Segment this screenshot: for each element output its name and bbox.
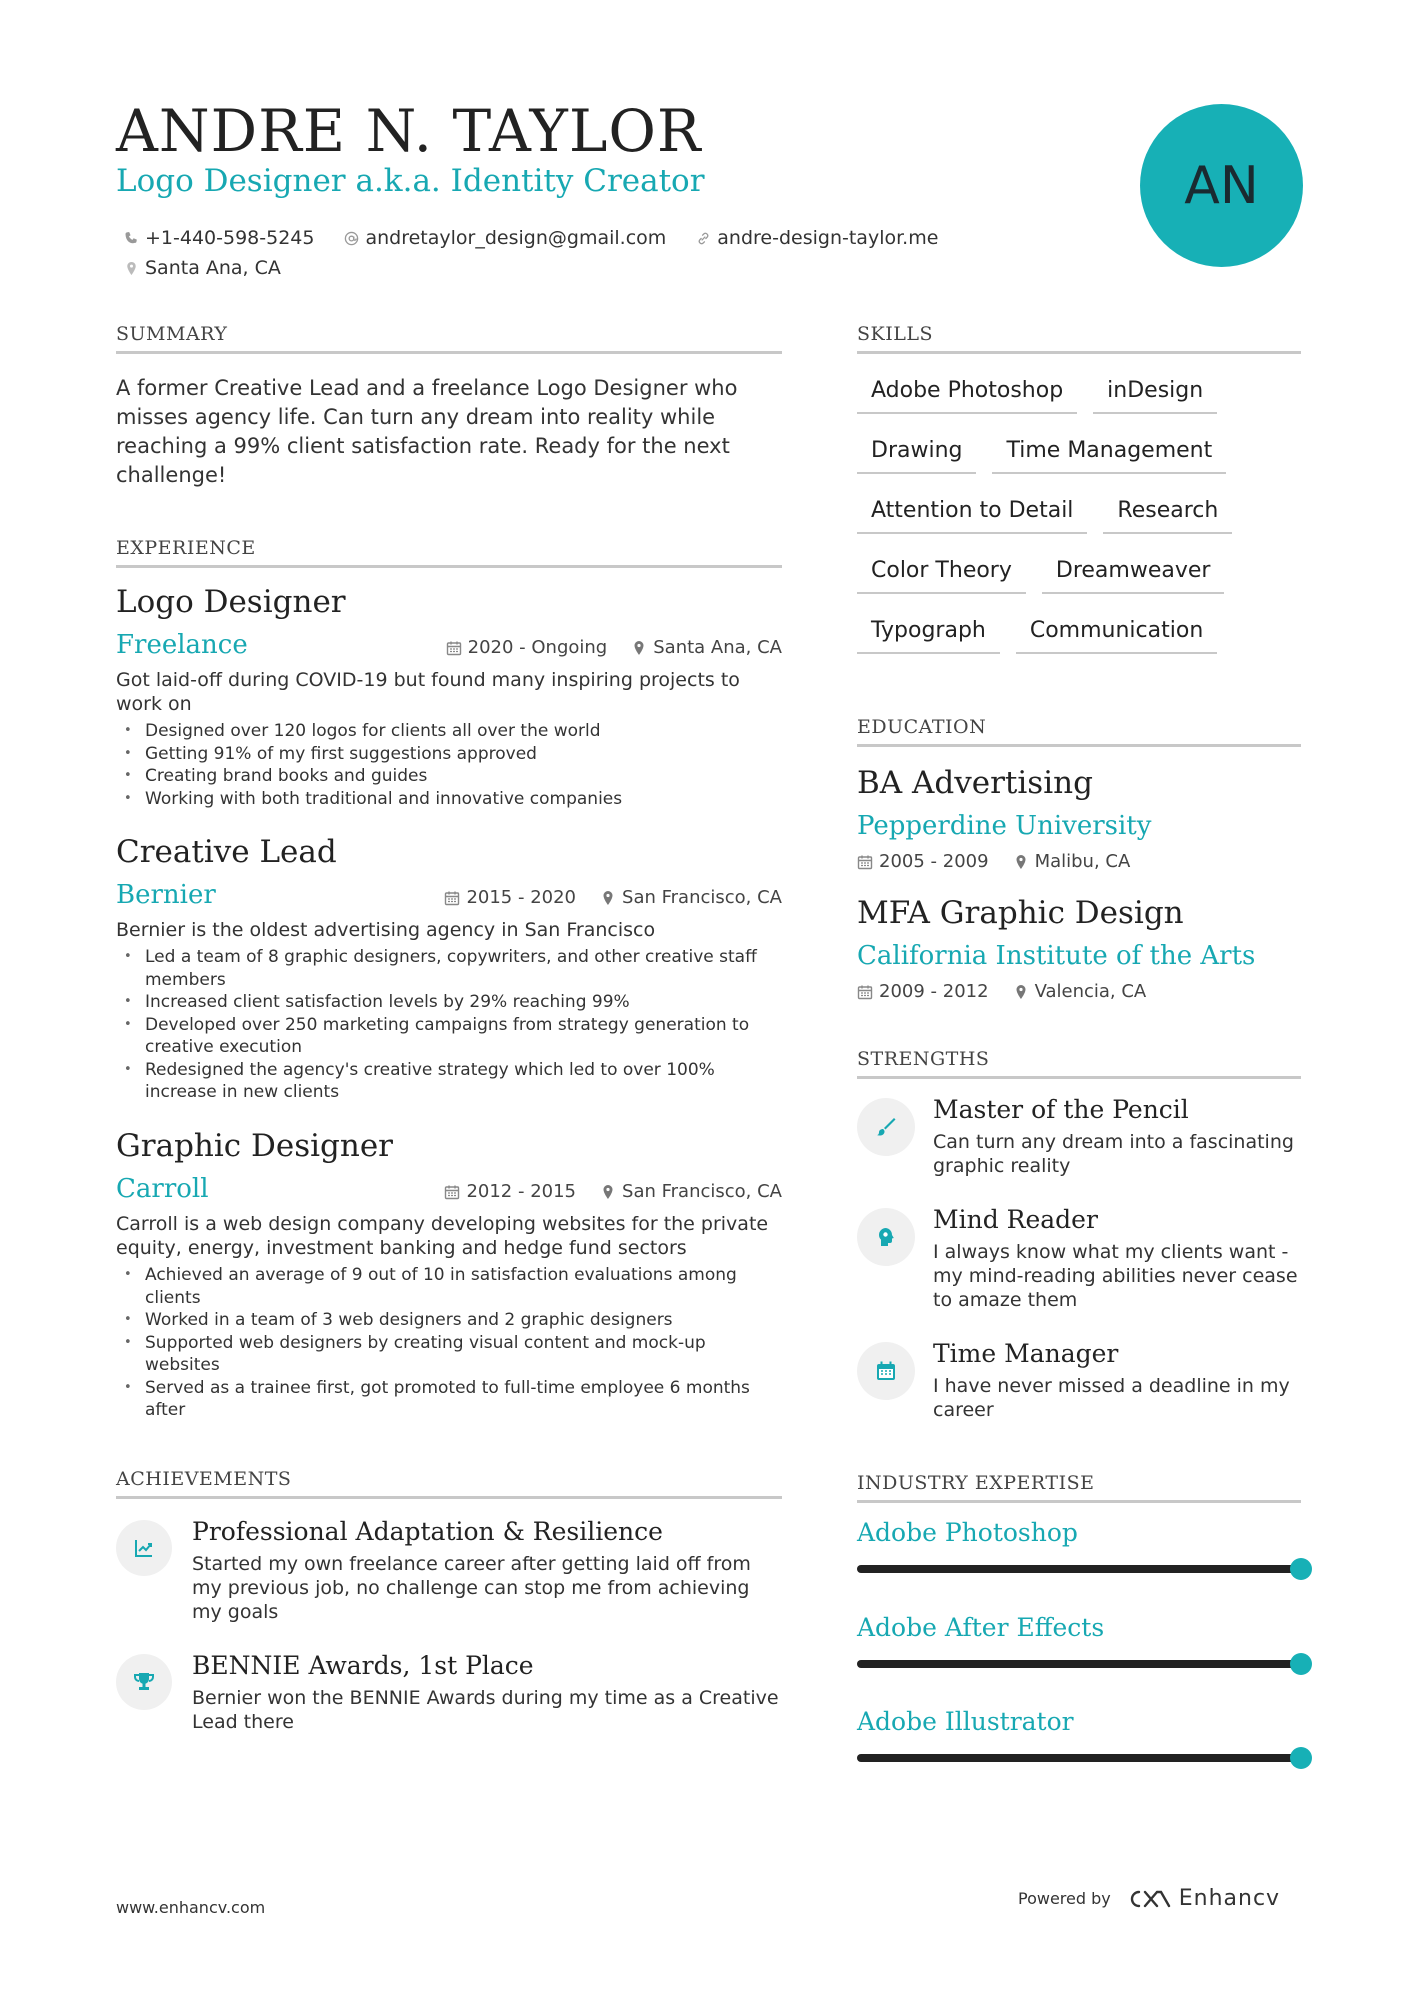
website-text: andre-design-taylor.me xyxy=(717,227,939,249)
skill-tag: Research xyxy=(1103,488,1232,534)
head-icon xyxy=(857,1208,915,1266)
achievements-section xyxy=(116,1468,782,1768)
job-bullet: • Creating brand books and guides xyxy=(116,765,782,788)
strength-item xyxy=(857,1096,1301,1178)
strength-title: Time Manager xyxy=(933,1339,1119,1368)
job-bullet: • Supported web designers by creating visual content and mock-up websites xyxy=(116,1332,782,1377)
education-dates xyxy=(857,851,989,872)
expertise-name: Adobe Photoshop xyxy=(857,1518,1078,1547)
location-pin-icon xyxy=(600,890,616,906)
job-dates-text: 2015 - 2020 xyxy=(466,887,577,908)
job-company: Bernier xyxy=(116,880,216,910)
job-title: Logo Designer xyxy=(116,584,346,620)
chart-icon xyxy=(116,1520,172,1576)
enhancv-logo[interactable] xyxy=(1125,1886,1280,1911)
education-heading: EDUCATION xyxy=(857,716,1301,747)
job-dates-text: 2020 - Ongoing xyxy=(467,637,608,658)
job-title: Creative Lead xyxy=(116,834,337,870)
job-title: Graphic Designer xyxy=(116,1128,394,1164)
achievement-item xyxy=(116,1518,782,1624)
skill-tag: inDesign xyxy=(1093,368,1217,414)
strength-title: Master of the Pencil xyxy=(933,1095,1189,1124)
experience-heading: EXPERIENCE xyxy=(116,537,782,568)
education-dates-text: 2009 - 2012 xyxy=(879,981,989,1002)
achievement-description: Bernier won the BENNIE Awards during my time as a Creative Lead there xyxy=(192,1686,779,1733)
footer-website[interactable]: www.enhancv.com xyxy=(116,1898,266,1917)
skill-tag: Attention to Detail xyxy=(857,488,1087,534)
achievement-title: Professional Adaptation & Resilience xyxy=(192,1517,663,1546)
job-bullet: • Developed over 250 marketing campaigns from strategy generation to creative execution xyxy=(116,1014,782,1059)
achievement-item xyxy=(116,1652,782,1734)
job-location xyxy=(631,637,782,658)
enhancv-brand-text: Enhancv xyxy=(1178,1886,1281,1911)
job-company: Carroll xyxy=(116,1174,209,1204)
job-bullet: • Worked in a team of 3 web designers and 2 graphic designers xyxy=(116,1309,782,1332)
job-bullet: • Led a team of 8 graphic designers, copywriters, and other creative staff members xyxy=(116,946,782,991)
calendar-icon xyxy=(444,1184,460,1200)
job-bullets xyxy=(116,1264,782,1422)
summary-section xyxy=(116,323,782,490)
job-bullet: • Designed over 120 logos for clients all over the world xyxy=(116,720,782,743)
location-pin-icon xyxy=(631,640,647,656)
job-bullets xyxy=(116,946,782,1104)
expertise-name: Adobe Illustrator xyxy=(857,1707,1074,1736)
education-location xyxy=(1013,981,1147,1002)
strengths-heading: STRENGTHS xyxy=(857,1048,1301,1079)
phone-contact xyxy=(124,223,314,253)
expertise-bar-knob xyxy=(1290,1653,1312,1675)
experience-item xyxy=(116,1128,782,1422)
skill-tag: Drawing xyxy=(857,428,976,474)
experience-section xyxy=(116,537,782,1437)
avatar-initials: AN xyxy=(1184,155,1259,216)
expertise-bar xyxy=(857,1754,1301,1762)
experience-item xyxy=(116,834,782,1104)
experience-item xyxy=(116,584,782,810)
expertise-bar xyxy=(857,1660,1301,1668)
strength-title: Mind Reader xyxy=(933,1205,1098,1234)
expertise-item xyxy=(857,1709,1313,1762)
job-description: Bernier is the oldest advertising agency in San Francisco xyxy=(116,919,656,941)
education-location-text: Valencia, CA xyxy=(1034,981,1147,1002)
phone-text: +1-440-598-5245 xyxy=(145,227,315,249)
education-item xyxy=(857,895,1301,1002)
job-company: Freelance xyxy=(116,630,248,660)
strengths-section xyxy=(857,1048,1301,1448)
job-dates-text: 2012 - 2015 xyxy=(466,1181,577,1202)
education-school: Pepperdine University xyxy=(857,811,1152,841)
skills-heading: SKILLS xyxy=(857,323,1301,354)
location-pin-icon xyxy=(1013,854,1029,870)
at-icon xyxy=(344,231,359,246)
location-text: Santa Ana, CA xyxy=(145,257,281,279)
candidate-name: ANDRE N. TAYLOR xyxy=(116,97,702,165)
calendar-icon xyxy=(444,890,460,906)
expertise-item xyxy=(857,1615,1313,1668)
education-section xyxy=(857,716,1301,1016)
job-bullet: • Redesigned the agency's creative strategy which led to over 100% increase in new clients xyxy=(116,1059,782,1104)
brush-icon xyxy=(857,1098,915,1156)
summary-heading: SUMMARY xyxy=(116,323,782,354)
education-dates xyxy=(857,981,989,1002)
skill-tag: Adobe Photoshop xyxy=(857,368,1077,414)
link-icon xyxy=(696,231,711,246)
calendar-icon xyxy=(857,1342,915,1400)
summary-text: A former Creative Lead and a freelance Logo Designer who misses agency life. Can turn any dream into reality while reaching a 99% client satisfaction rate. Ready for the next challenge! xyxy=(116,376,738,487)
trophy-icon xyxy=(116,1654,172,1710)
job-bullets xyxy=(116,720,782,810)
enhancv-logo-icon xyxy=(1125,1887,1171,1911)
achievements-heading: ACHIEVEMENTS xyxy=(116,1468,782,1499)
strength-description: Can turn any dream into a fascinating graphic reality xyxy=(933,1130,1294,1177)
job-location xyxy=(600,887,782,908)
expertise-item xyxy=(857,1520,1313,1573)
job-description: Carroll is a web design company developing websites for the private equity, energy, investment banking and hedge fund sectors xyxy=(116,1213,769,1259)
job-bullet: • Served as a trainee first, got promoted to full-time employee 6 months after xyxy=(116,1377,782,1422)
calendar-icon xyxy=(857,984,873,1000)
contact-info xyxy=(124,223,964,283)
job-description: Got laid-off during COVID-19 but found many inspiring projects to work on xyxy=(116,669,740,715)
job-location-text: San Francisco, CA xyxy=(622,1181,782,1202)
expertise-heading: INDUSTRY EXPERTISE xyxy=(857,1472,1301,1503)
expertise-bar-knob xyxy=(1290,1558,1312,1580)
job-bullet: • Achieved an average of 9 out of 10 in satisfaction evaluations among clients xyxy=(116,1264,782,1309)
job-location xyxy=(600,1181,782,1202)
job-location-text: San Francisco, CA xyxy=(622,887,782,908)
skills-list xyxy=(857,368,1301,668)
education-degree: MFA Graphic Design xyxy=(857,895,1184,931)
strength-description: I always know what my clients want - my mind-reading abilities never cease to amaze them xyxy=(933,1240,1298,1311)
education-location-text: Malibu, CA xyxy=(1034,851,1131,872)
expertise-section xyxy=(857,1472,1301,1772)
email-text: andretaylor_design@gmail.com xyxy=(365,227,667,249)
job-bullet: • Working with both traditional and innovative companies xyxy=(116,788,782,811)
avatar xyxy=(1140,104,1303,267)
skill-tag: Typograph xyxy=(857,608,1000,654)
education-dates-text: 2005 - 2009 xyxy=(879,851,989,872)
location-contact xyxy=(124,253,281,283)
job-dates xyxy=(444,1181,576,1202)
location-pin-icon xyxy=(1013,984,1029,1000)
phone-icon xyxy=(124,231,139,246)
skill-tag: Communication xyxy=(1016,608,1217,654)
strength-item xyxy=(857,1340,1301,1422)
education-school: California Institute of the Arts xyxy=(857,941,1256,971)
job-dates xyxy=(446,637,608,658)
achievement-description: Started my own freelance career after getting laid off from my previous job, no challenge can stop me from achieving my goals xyxy=(192,1552,751,1623)
education-degree: BA Advertising xyxy=(857,765,1093,801)
skill-tag: Color Theory xyxy=(857,548,1026,594)
calendar-icon xyxy=(857,854,873,870)
strength-description: I have never missed a deadline in my career xyxy=(933,1374,1290,1421)
skills-section xyxy=(857,323,1301,668)
powered-by-text: Powered by xyxy=(1018,1889,1111,1908)
email-contact[interactable] xyxy=(344,223,666,253)
expertise-bar-knob xyxy=(1290,1747,1312,1769)
strength-item xyxy=(857,1206,1301,1312)
education-item xyxy=(857,765,1301,872)
skill-tag: Time Management xyxy=(992,428,1226,474)
expertise-name: Adobe After Effects xyxy=(857,1613,1105,1642)
footer-branding xyxy=(1018,1886,1280,1911)
education-location xyxy=(1013,851,1131,872)
website-contact[interactable] xyxy=(696,223,938,253)
candidate-title: Logo Designer a.k.a. Identity Creator xyxy=(116,163,705,199)
job-bullet: • Increased client satisfaction levels by 29% reaching 99% xyxy=(116,991,782,1014)
achievement-title: BENNIE Awards, 1st Place xyxy=(192,1651,534,1680)
job-bullet: • Getting 91% of my first suggestions approved xyxy=(116,743,782,766)
job-dates xyxy=(444,887,576,908)
job-location-text: Santa Ana, CA xyxy=(653,637,782,658)
skill-tag: Dreamweaver xyxy=(1042,548,1225,594)
expertise-bar-fill xyxy=(857,1754,1301,1762)
location-pin-icon xyxy=(600,1184,616,1200)
expertise-bar xyxy=(857,1565,1301,1573)
expertise-bar-fill xyxy=(857,1660,1301,1668)
expertise-bar-fill xyxy=(857,1565,1301,1573)
calendar-icon xyxy=(446,640,462,656)
location-pin-icon xyxy=(124,261,139,276)
